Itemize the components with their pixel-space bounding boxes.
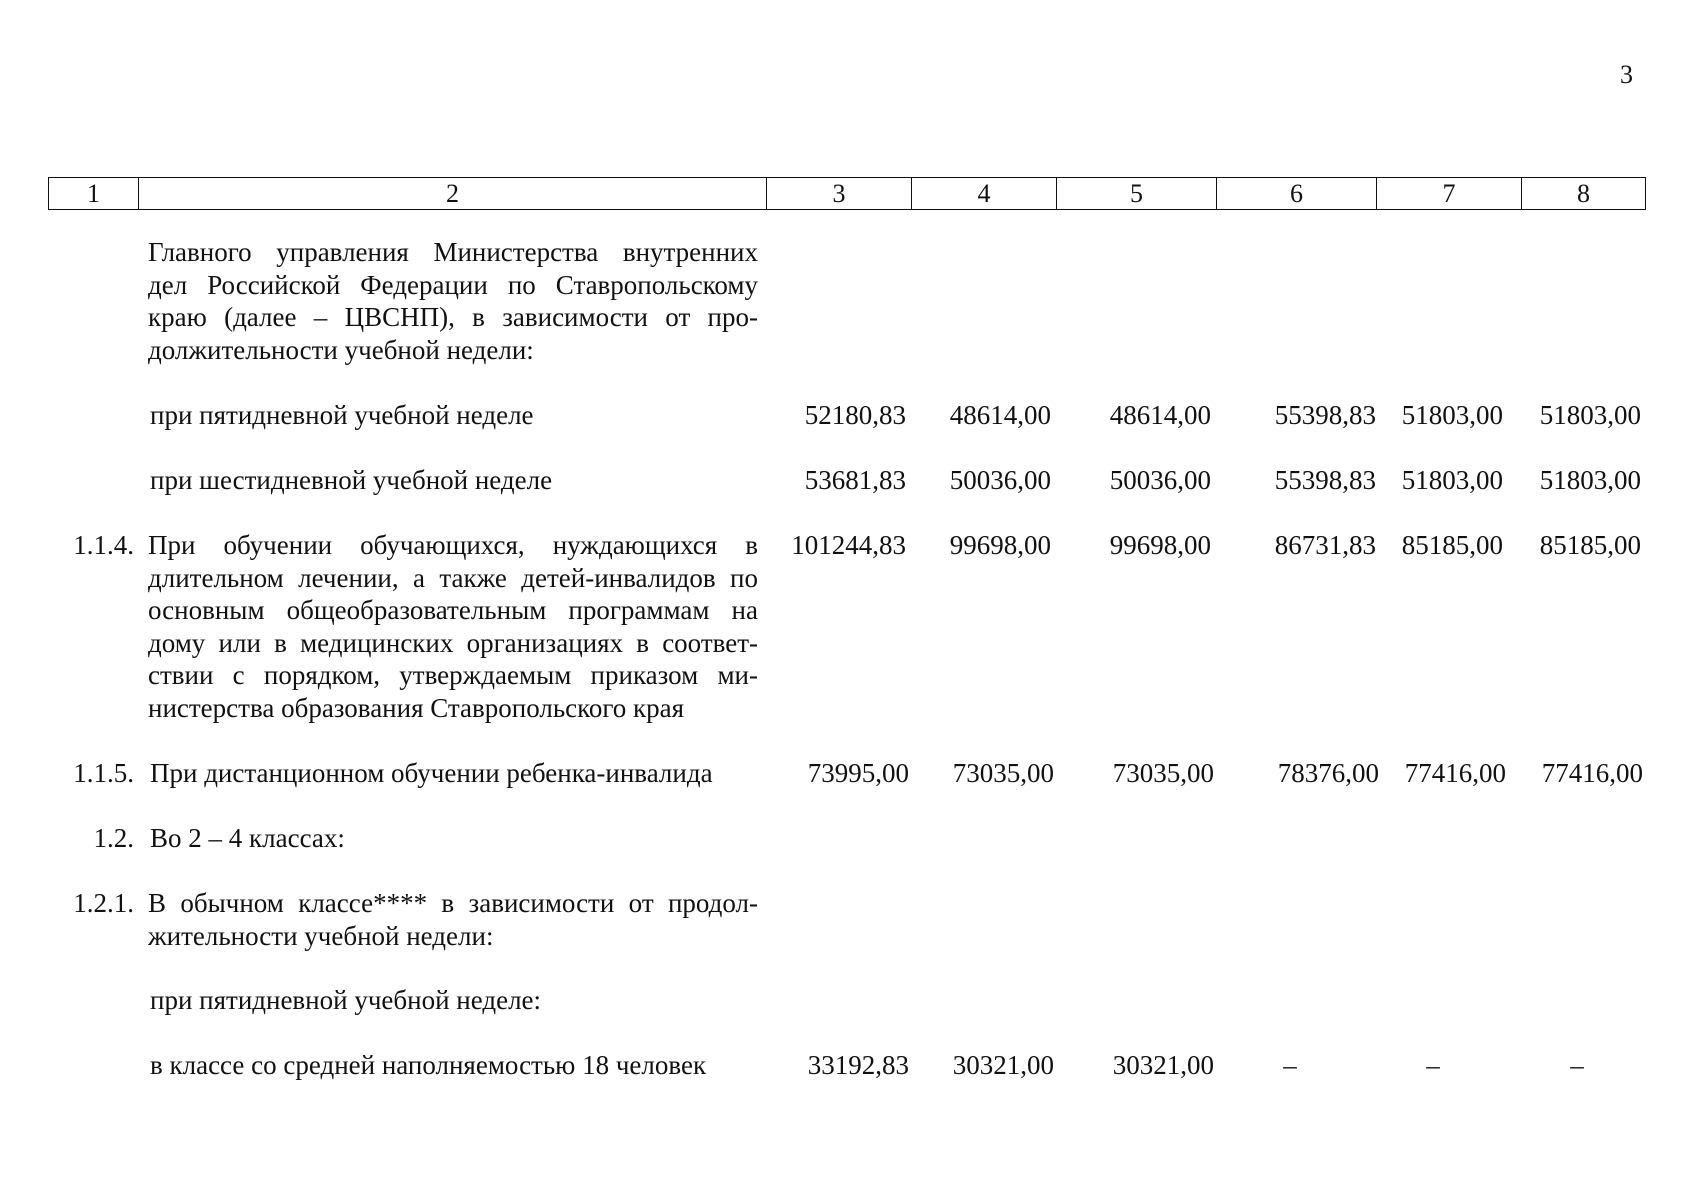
value-col-4: 30321,00 bbox=[952, 1050, 1054, 1080]
row-code: 1.1.5. bbox=[73, 758, 134, 788]
intro-line: Главного управления Министерства внутренних bbox=[148, 237, 758, 267]
intro-text bbox=[148, 236, 758, 366]
value-col-5: 73035,00 bbox=[1112, 758, 1214, 788]
value-col-5: 50036,00 bbox=[1109, 465, 1211, 495]
value-col-6: 55398,83 bbox=[1274, 465, 1376, 495]
row-114-line: дому или в медицинских организациях в соответ- bbox=[148, 627, 758, 658]
value-col-3: 73995,00 bbox=[807, 758, 909, 788]
intro-line: должительности учебной недели: bbox=[148, 334, 534, 365]
value-col-3: 33192,83 bbox=[807, 1050, 909, 1080]
value-col-4: 73035,00 bbox=[952, 758, 1054, 788]
row-114-line: основным общеобразовательным программам на bbox=[148, 595, 758, 625]
value-col-4: 50036,00 bbox=[949, 465, 1051, 495]
header-col-3: 3 bbox=[767, 178, 912, 210]
row-code: 1.1.4. bbox=[73, 530, 134, 560]
five-day-label: при пятидневной учебной неделе bbox=[150, 400, 534, 430]
value-col-7: 51803,00 bbox=[1401, 400, 1503, 430]
row-114-text bbox=[148, 529, 758, 724]
row-code: 1.2.1. bbox=[73, 888, 134, 918]
row-code: 1.2. bbox=[93, 823, 134, 853]
header-col-8: 8 bbox=[1522, 178, 1646, 210]
header-col-2: 2 bbox=[139, 178, 767, 210]
row-114-line: длительном лечении, а также детей-инвалидов по bbox=[148, 562, 758, 593]
value-col-8: 85185,00 bbox=[1539, 530, 1641, 560]
value-col-8: 77416,00 bbox=[1541, 758, 1643, 788]
value-col-8: – bbox=[1570, 1050, 1584, 1080]
header-col-5: 5 bbox=[1057, 178, 1217, 210]
intro-line: краю (далее – ЦВСНП), в зависимости от про- bbox=[148, 302, 758, 332]
row-121-text bbox=[148, 887, 758, 952]
value-col-7: 85185,00 bbox=[1401, 530, 1503, 560]
six-day-label: при шестидневной учебной неделе bbox=[150, 465, 553, 495]
value-col-7: 77416,00 bbox=[1404, 758, 1506, 788]
value-col-5: 30321,00 bbox=[1112, 1050, 1214, 1080]
value-col-8: 51803,00 bbox=[1539, 465, 1641, 495]
value-col-8: 51803,00 bbox=[1539, 400, 1641, 430]
value-col-4: 48614,00 bbox=[949, 400, 1051, 430]
value-col-3: 52180,83 bbox=[804, 400, 906, 430]
header-col-7: 7 bbox=[1377, 178, 1522, 210]
value-col-6: – bbox=[1283, 1050, 1297, 1080]
value-col-3: 53681,83 bbox=[804, 465, 906, 495]
row-114-line: При обучении обучающихся, нуждающихся в bbox=[148, 530, 758, 560]
row-115-label: При дистанционном обучении ребенка-инвалида bbox=[150, 758, 713, 788]
row-12-label: Во 2 – 4 классах: bbox=[150, 823, 345, 853]
header-col-4: 4 bbox=[912, 178, 1057, 210]
row-114-line: ствии с порядком, утверждаемым приказом ми- bbox=[148, 660, 758, 690]
column-number-header bbox=[48, 177, 1646, 210]
avg18-label: в классе со средней наполняемостью 18 человек bbox=[150, 1050, 707, 1080]
page-number: 3 bbox=[1620, 60, 1633, 89]
value-col-7: – bbox=[1426, 1050, 1440, 1080]
value-col-6: 78376,00 bbox=[1277, 758, 1379, 788]
row-114-line: нистерства образования Ставропольского края bbox=[148, 692, 685, 723]
intro-line: дел Российской Федерации по Ставропольскому bbox=[148, 269, 758, 300]
value-col-3: 101244,83 bbox=[791, 530, 906, 560]
value-col-5: 99698,00 bbox=[1109, 530, 1211, 560]
header-col-6: 6 bbox=[1217, 178, 1377, 210]
value-col-4: 99698,00 bbox=[949, 530, 1051, 560]
value-col-6: 86731,83 bbox=[1274, 530, 1376, 560]
value-col-5: 48614,00 bbox=[1109, 400, 1211, 430]
row-121-line: жительности учебной недели: bbox=[148, 920, 494, 951]
header-col-1: 1 bbox=[49, 178, 139, 210]
row-121-line: В обычном классе**** в зависимости от продол- bbox=[148, 888, 758, 918]
value-col-6: 55398,83 bbox=[1274, 400, 1376, 430]
five-day-colon-label: при пятидневной учебной неделе: bbox=[150, 985, 542, 1015]
value-col-7: 51803,00 bbox=[1401, 465, 1503, 495]
